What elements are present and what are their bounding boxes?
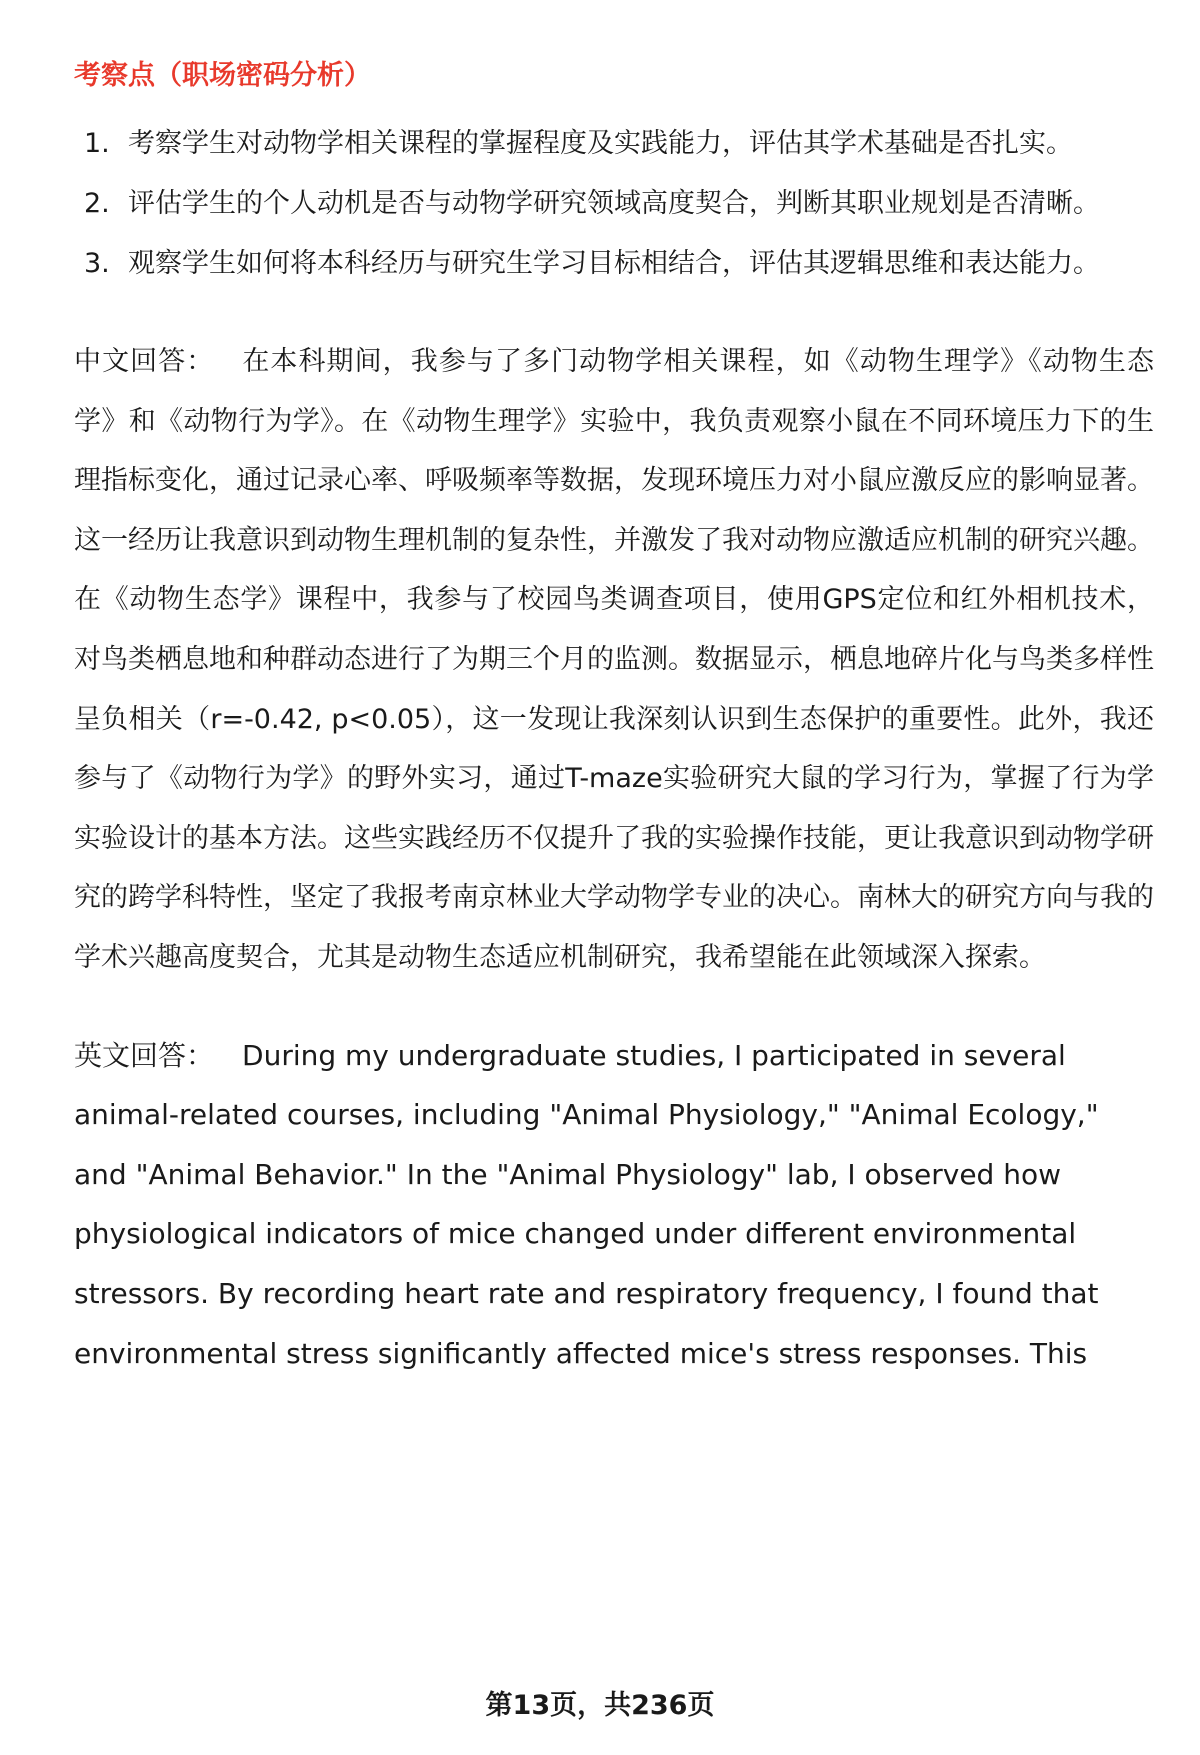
chinese-answer bbox=[74, 332, 1154, 988]
list-item-text: 评估学生的个人动机是否与动物学研究领域高度契合，判断其职业规划是否清晰。 bbox=[128, 188, 1100, 219]
list-item-text: 观察学生如何将本科经历与研究生学习目标相结合，评估其逻辑思维和表达能力。 bbox=[128, 248, 1100, 279]
chinese-answer-label: 中文回答： bbox=[74, 346, 215, 377]
section-title: 考察点（职场密码分析） bbox=[74, 60, 371, 91]
chinese-answer-text: 在本科期间，我参与了多门动物学相关课程，如《动物生理学》《动物生态学》和《动物行为学》。在《动物生理学》实验中，我负责观察小鼠在不同环境压力下的生理指标变化，通过记录心率、呼吸频率等数据，发现环境压力对小鼠应激反应的影响显著。这一经历让我意识到动物生理机制的复杂性，并激发了我对动物应激适应机制的研究兴趣。在《动物生态学》课程中，我参与了校园鸟类调查项目，使用GPS定位和红外相机技术，对鸟类栖息地和种群动态进行了为期三个月的监测。数据显示，栖息地碎片化与鸟类多样性呈负相关（r=-0.42, p<0.05），这一发现让我深刻认识到生态保护的重要性。此外，我还参与了《动物行为学》的野外实习，通过T-maze实验研究大鼠的学习行为，掌握了行为学实验设计的基本方法。这些实践经历不仅提升了我的实验操作技能，更让我意识到动物学研究的跨学科特性，坚定了我报考南京林业大学动物学专业的决心。南林大的研究方向与我的学术兴趣高度契合，尤其是动物生态适应机制研究，我希望能在此领域深入探索。 bbox=[74, 346, 1155, 973]
list-number: 2. bbox=[84, 188, 110, 219]
list-item-text: 考察学生对动物学相关课程的掌握程度及实践能力，评估其学术基础是否扎实。 bbox=[128, 128, 1073, 159]
english-answer-text: During my undergraduate studies, I participated in several animal-related courses, including "Animal Physiology," "Animal Ecology," and "Animal Behavior." In the "Animal Physiology" lab, I observed how physiological indicators of mice changed under different environmental stressors. By recording heart rate and respiratory frequency, I found that environmental stress significantly affected mice's stress responses. This bbox=[74, 1038, 1099, 1370]
list-number: 1. bbox=[84, 128, 110, 159]
list-item bbox=[74, 174, 1154, 234]
list-item bbox=[74, 114, 1154, 174]
english-answer-label: 英文回答： bbox=[74, 1038, 215, 1072]
page-footer: 第13页，共236页 bbox=[485, 1690, 715, 1721]
list-number: 3. bbox=[84, 248, 110, 279]
list-item bbox=[74, 234, 1154, 294]
page-content bbox=[74, 56, 1154, 1383]
points-list bbox=[74, 114, 1154, 294]
english-answer bbox=[74, 1026, 1154, 1384]
